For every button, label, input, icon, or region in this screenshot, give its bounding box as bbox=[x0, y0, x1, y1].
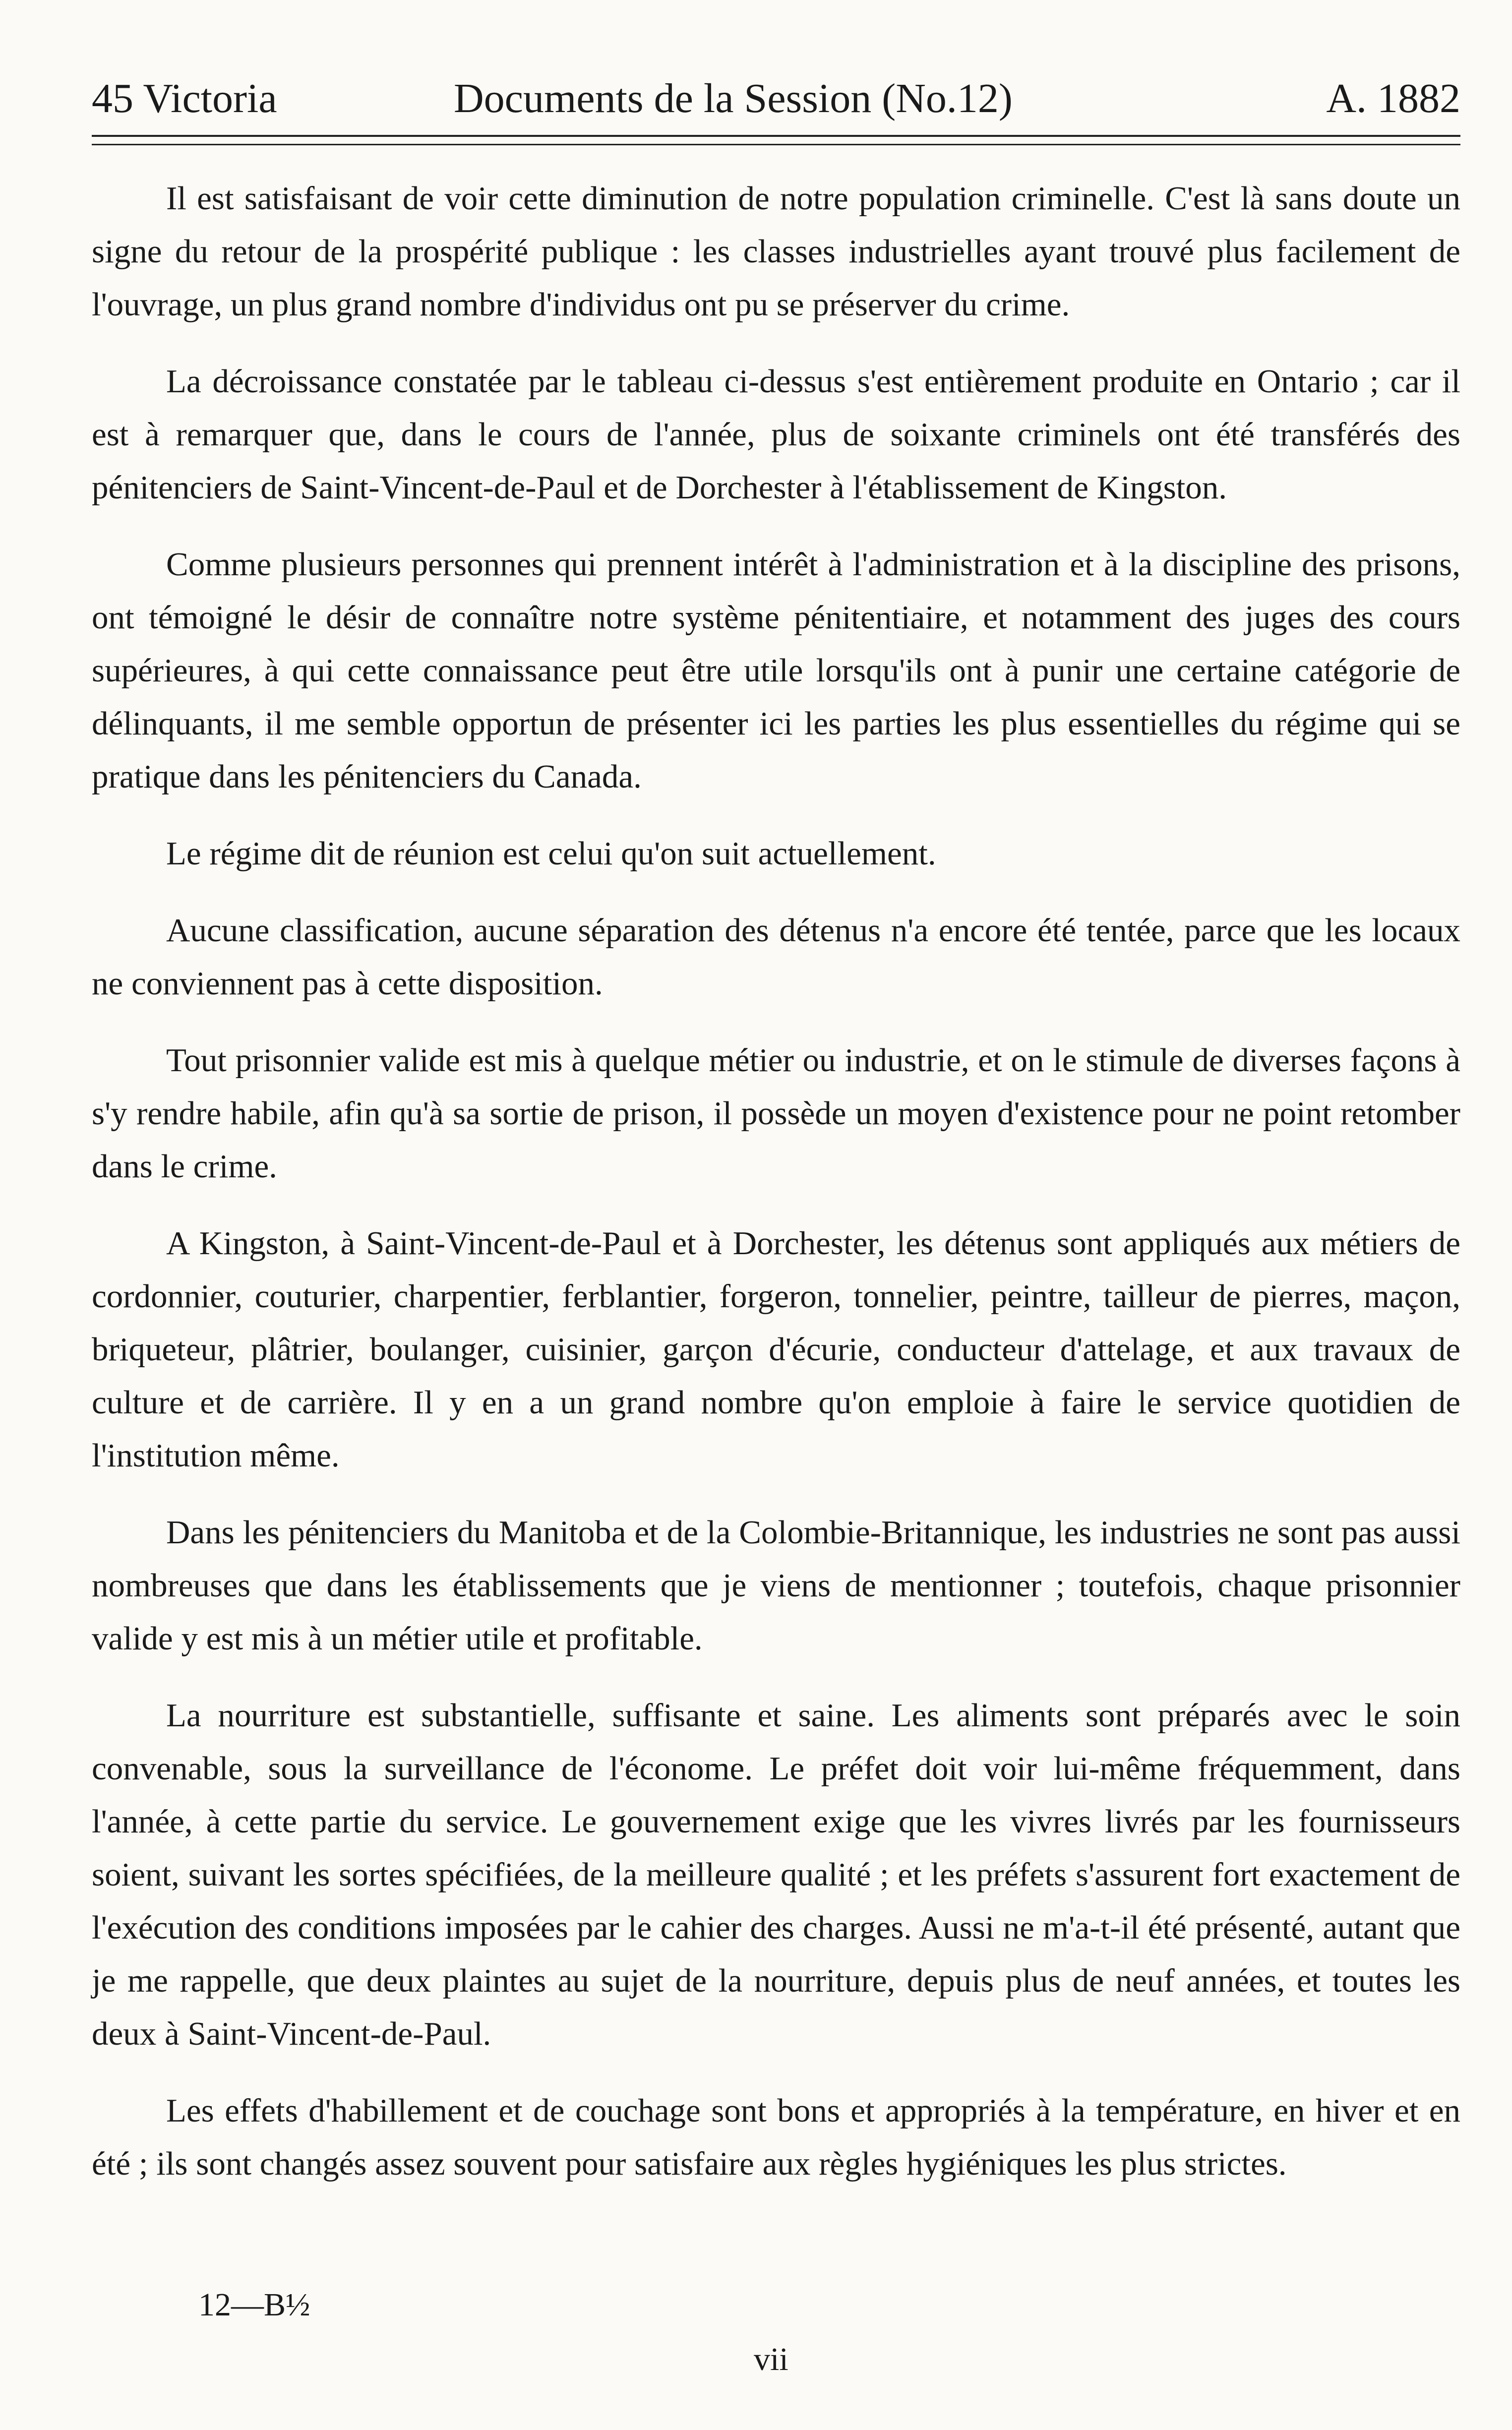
header-rule-top bbox=[92, 135, 1460, 137]
paragraph: Tout prisonnier valide est mis à quelque métier ou industrie, et on le stimule de diverses façons à s'y rendre habile, afin qu'à sa sortie de prison, il possède un moyen d'existence pour ne point retomber dans le crime. bbox=[92, 1042, 1460, 1185]
paragraph: La décroissance constatée par le tableau ci-dessus s'est entièrement produite en Ontario ; car il est à remarquer que, dans le cours de l'année, plus de soixante criminels ont été transférés des pénitenciers de Saint-Vincent-de-Paul et de Dorchester à l'établissement de Kingston. bbox=[92, 363, 1460, 506]
document-page bbox=[92, 74, 1460, 2380]
header-title: Documents de la Session (No.12) bbox=[454, 75, 1013, 122]
page-header bbox=[92, 74, 1460, 129]
header-session-year: 45 Victoria bbox=[92, 75, 277, 122]
header-rule-bottom bbox=[92, 144, 1460, 145]
paragraph: Les effets d'habillement et de couchage sont bons et appropriés à la température, en hiver et en été ; ils sont changés assez souvent pour satisfaire aux règles hygiéniques les plus strictes. bbox=[92, 2092, 1460, 2182]
paragraph: Le régime dit de réunion est celui qu'on suit actuellement. bbox=[166, 835, 936, 872]
page-number: vii bbox=[754, 2341, 788, 2377]
body-text bbox=[92, 172, 1460, 2190]
signature-mark: 12—B½ bbox=[198, 2287, 310, 2323]
paragraph: Dans les pénitenciers du Manitoba et de la Colombie-Britannique, les industries ne sont pas aussi nombreuses que dans les établissements que je viens de mentionner ; toutefois, chaque prisonnier valide y est mis à un métier utile et profitable. bbox=[92, 1514, 1460, 1657]
paragraph: Comme plusieurs personnes qui prennent intérêt à l'administration et à la discipline des prisons, ont témoigné le désir de connaître notre système pénitentiaire, et notamment des juges des cours supérieures, à qui cette connaissance peut être utile lorsqu'ils ont à punir une certaine catégorie de délinquants, il me semble opportun de présenter ici les parties les plus essentielles du régime qui se pratique dans les pénitenciers du Canada. bbox=[92, 546, 1460, 795]
paragraph: Il est satisfaisant de voir cette diminution de notre population criminelle. C'est là sans doute un signe du retour de la prospérité publique : les classes industrielles ayant trouvé plus facilement de l'ouvrage, un plus grand nombre d'individus ont pu se préserver du crime. bbox=[92, 180, 1460, 323]
paragraph: La nourriture est substantielle, suffisante et saine. Les aliments sont préparés avec le soin convenable, sous la surveillance de l'économe. Le préfet doit voir lui-même fréquemment, dans l'année, à cette partie du service. Le gouvernement exige que les vivres livrés par les fournisseurs soient, suivant les sortes spécifiées, de la meilleure qualité ; et les préfets s'assurent fort exactement de l'exécution des conditions imposées par le cahier des charges. Aussi ne m'a-t-il été présenté, autant que je me rappelle, que deux plaintes au sujet de la nourriture, depuis plus de neuf années, et toutes les deux à Saint-Vincent-de-Paul. bbox=[92, 1697, 1460, 2052]
paragraph: A Kingston, à Saint-Vincent-de-Paul et à Dorchester, les détenus sont appliqués aux métiers de cordonnier, couturier, charpentier, ferblantier, forgeron, tonnelier, peintre, tailleur de pierres, maçon, briqueteur, plâtrier, boulanger, cuisinier, garçon d'écurie, conducteur d'attelage, et aux travaux de culture et de carrière. Il y en a un grand nombre qu'on emploie à faire le service quotidien de l'institution même. bbox=[92, 1225, 1460, 1474]
header-year: A. 1882 bbox=[1326, 75, 1460, 122]
paragraph: Aucune classification, aucune séparation des détenus n'a encore été tentée, parce que les locaux ne conviennent pas à cette disposition. bbox=[92, 912, 1460, 1002]
